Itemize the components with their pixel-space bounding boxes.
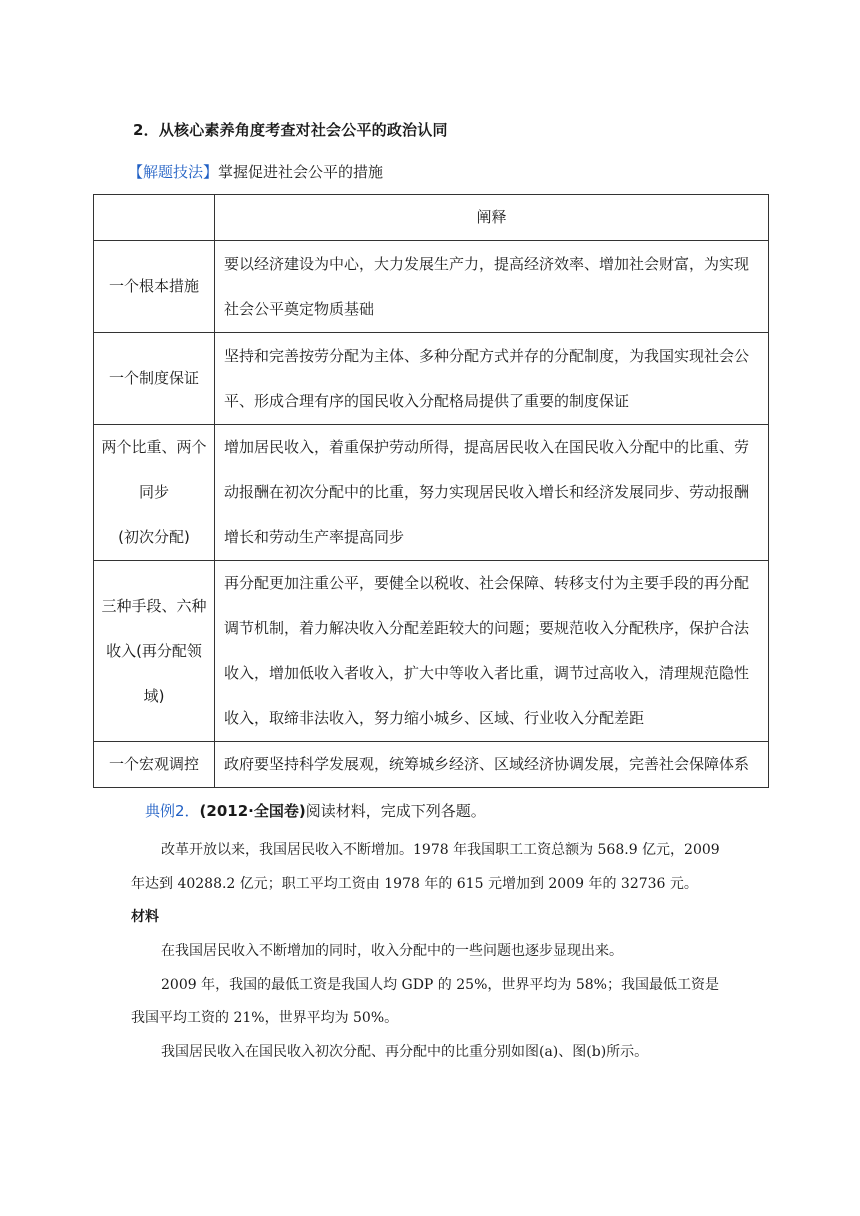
measures-table	[93, 194, 769, 788]
material-para2: 在我国居民收入不断增加的同时，收入分配中的一些问题也逐步显现出来。	[161, 943, 623, 959]
row-description-line: 增长和劳动生产率提高同步	[224, 528, 405, 546]
table-row	[94, 241, 769, 333]
row-label	[94, 333, 215, 425]
row-description-line: 坚持和完善按劳分配为主体、多种分配方式并存的分配制度，为我国实现社会公	[224, 346, 750, 365]
table-row	[94, 742, 769, 788]
row-label	[94, 241, 215, 333]
row-description-line: 政府要坚持科学发展观，统筹城乡经济、区域经济协调发展，完善社会保障体系	[224, 755, 750, 773]
row-description	[215, 333, 769, 425]
row-label	[94, 742, 215, 788]
method-tag: 【解题技法】	[128, 163, 219, 181]
example-tag: 典例2．	[145, 802, 200, 820]
row-label-line: 一个根本措施	[108, 277, 199, 295]
material-para1-line2: 年达到 40288.2 亿元；职工平均工资由 1978 年的 615 元增加到 2009 年的 32736 元。	[131, 876, 698, 892]
row-description-line: 收入，增加低收入者收入，扩大中等收入者比重，调节过高收入，清理规范隐性	[224, 664, 750, 682]
row-description	[215, 241, 769, 333]
material-label: 材料	[131, 909, 159, 925]
row-description-line: 收入，取缔非法收入，努力缩小城乡、区域、行业收入分配差距	[224, 709, 645, 727]
table-header-row	[94, 195, 769, 241]
row-description	[215, 425, 769, 561]
row-label-line: 一个制度保证	[108, 369, 199, 387]
table-header-label: 阐释	[215, 195, 769, 241]
row-description	[215, 561, 769, 742]
material-para3-line2: 我国平均工资的 21%，世界平均为 50%。	[131, 1010, 399, 1026]
row-label	[94, 425, 215, 561]
method-line	[128, 161, 383, 182]
material-para4: 我国居民收入在国民收入初次分配、再分配中的比重分别如图(a)、图(b)所示。	[161, 1044, 649, 1060]
row-label-line: 域)	[143, 686, 165, 705]
row-label-line: 一个宏观调控	[108, 755, 199, 773]
material-para1-line1: 改革开放以来，我国居民收入不断增加。1978 年我国职工工资总额为 568.9 亿元，2009	[161, 842, 720, 858]
row-description-line: 动报酬在初次分配中的比重，努力实现居民收入增长和经济发展同步、劳动报酬	[224, 483, 750, 501]
example-prompt: 阅读材料，完成下列各题。	[305, 802, 486, 820]
row-label-line: (初次分配)	[118, 528, 190, 546]
row-description-line: 要以经济建设为中心，大力发展生产力，提高经济效率、增加社会财富，为实现	[224, 254, 750, 273]
row-label	[94, 561, 215, 742]
row-label-line: 三种手段、六种	[101, 596, 207, 615]
row-label-line: 收入(再分配领	[106, 641, 202, 660]
table-row	[94, 333, 769, 425]
table-row	[94, 425, 769, 561]
example-heading	[145, 800, 486, 821]
row-description-line: 再分配更加注重公平，要健全以税收、社会保障、转移支付为主要手段的再分配	[224, 574, 750, 592]
row-description-line: 调节机制，着力解决收入分配差距较大的问题；要规范收入分配秩序，保护合法	[224, 619, 750, 637]
section-title: 2．从核心素养角度考查对社会公平的政治认同	[133, 121, 448, 139]
row-label-line: 两个比重、两个	[101, 438, 207, 456]
table-row	[94, 561, 769, 742]
example-source: (2012·全国卷)	[199, 802, 306, 820]
row-description-line: 社会公平奠定物质基础	[224, 299, 375, 318]
row-description-line: 增加居民收入，着重保护劳动所得，提高居民收入在国民收入分配中的比重、劳	[224, 438, 750, 456]
method-text: 掌握促进社会公平的措施	[218, 163, 384, 181]
row-label-line: 同步	[138, 483, 169, 501]
row-description	[215, 742, 769, 788]
table-header-empty	[94, 195, 215, 241]
material-para3-line1: 2009 年，我国的最低工资是我国人均 GDP 的 25%，世界平均为 58%；我国最低工资是	[161, 977, 719, 993]
row-description-line: 平、形成合理有序的国民收入分配格局提供了重要的制度保证	[224, 391, 630, 410]
